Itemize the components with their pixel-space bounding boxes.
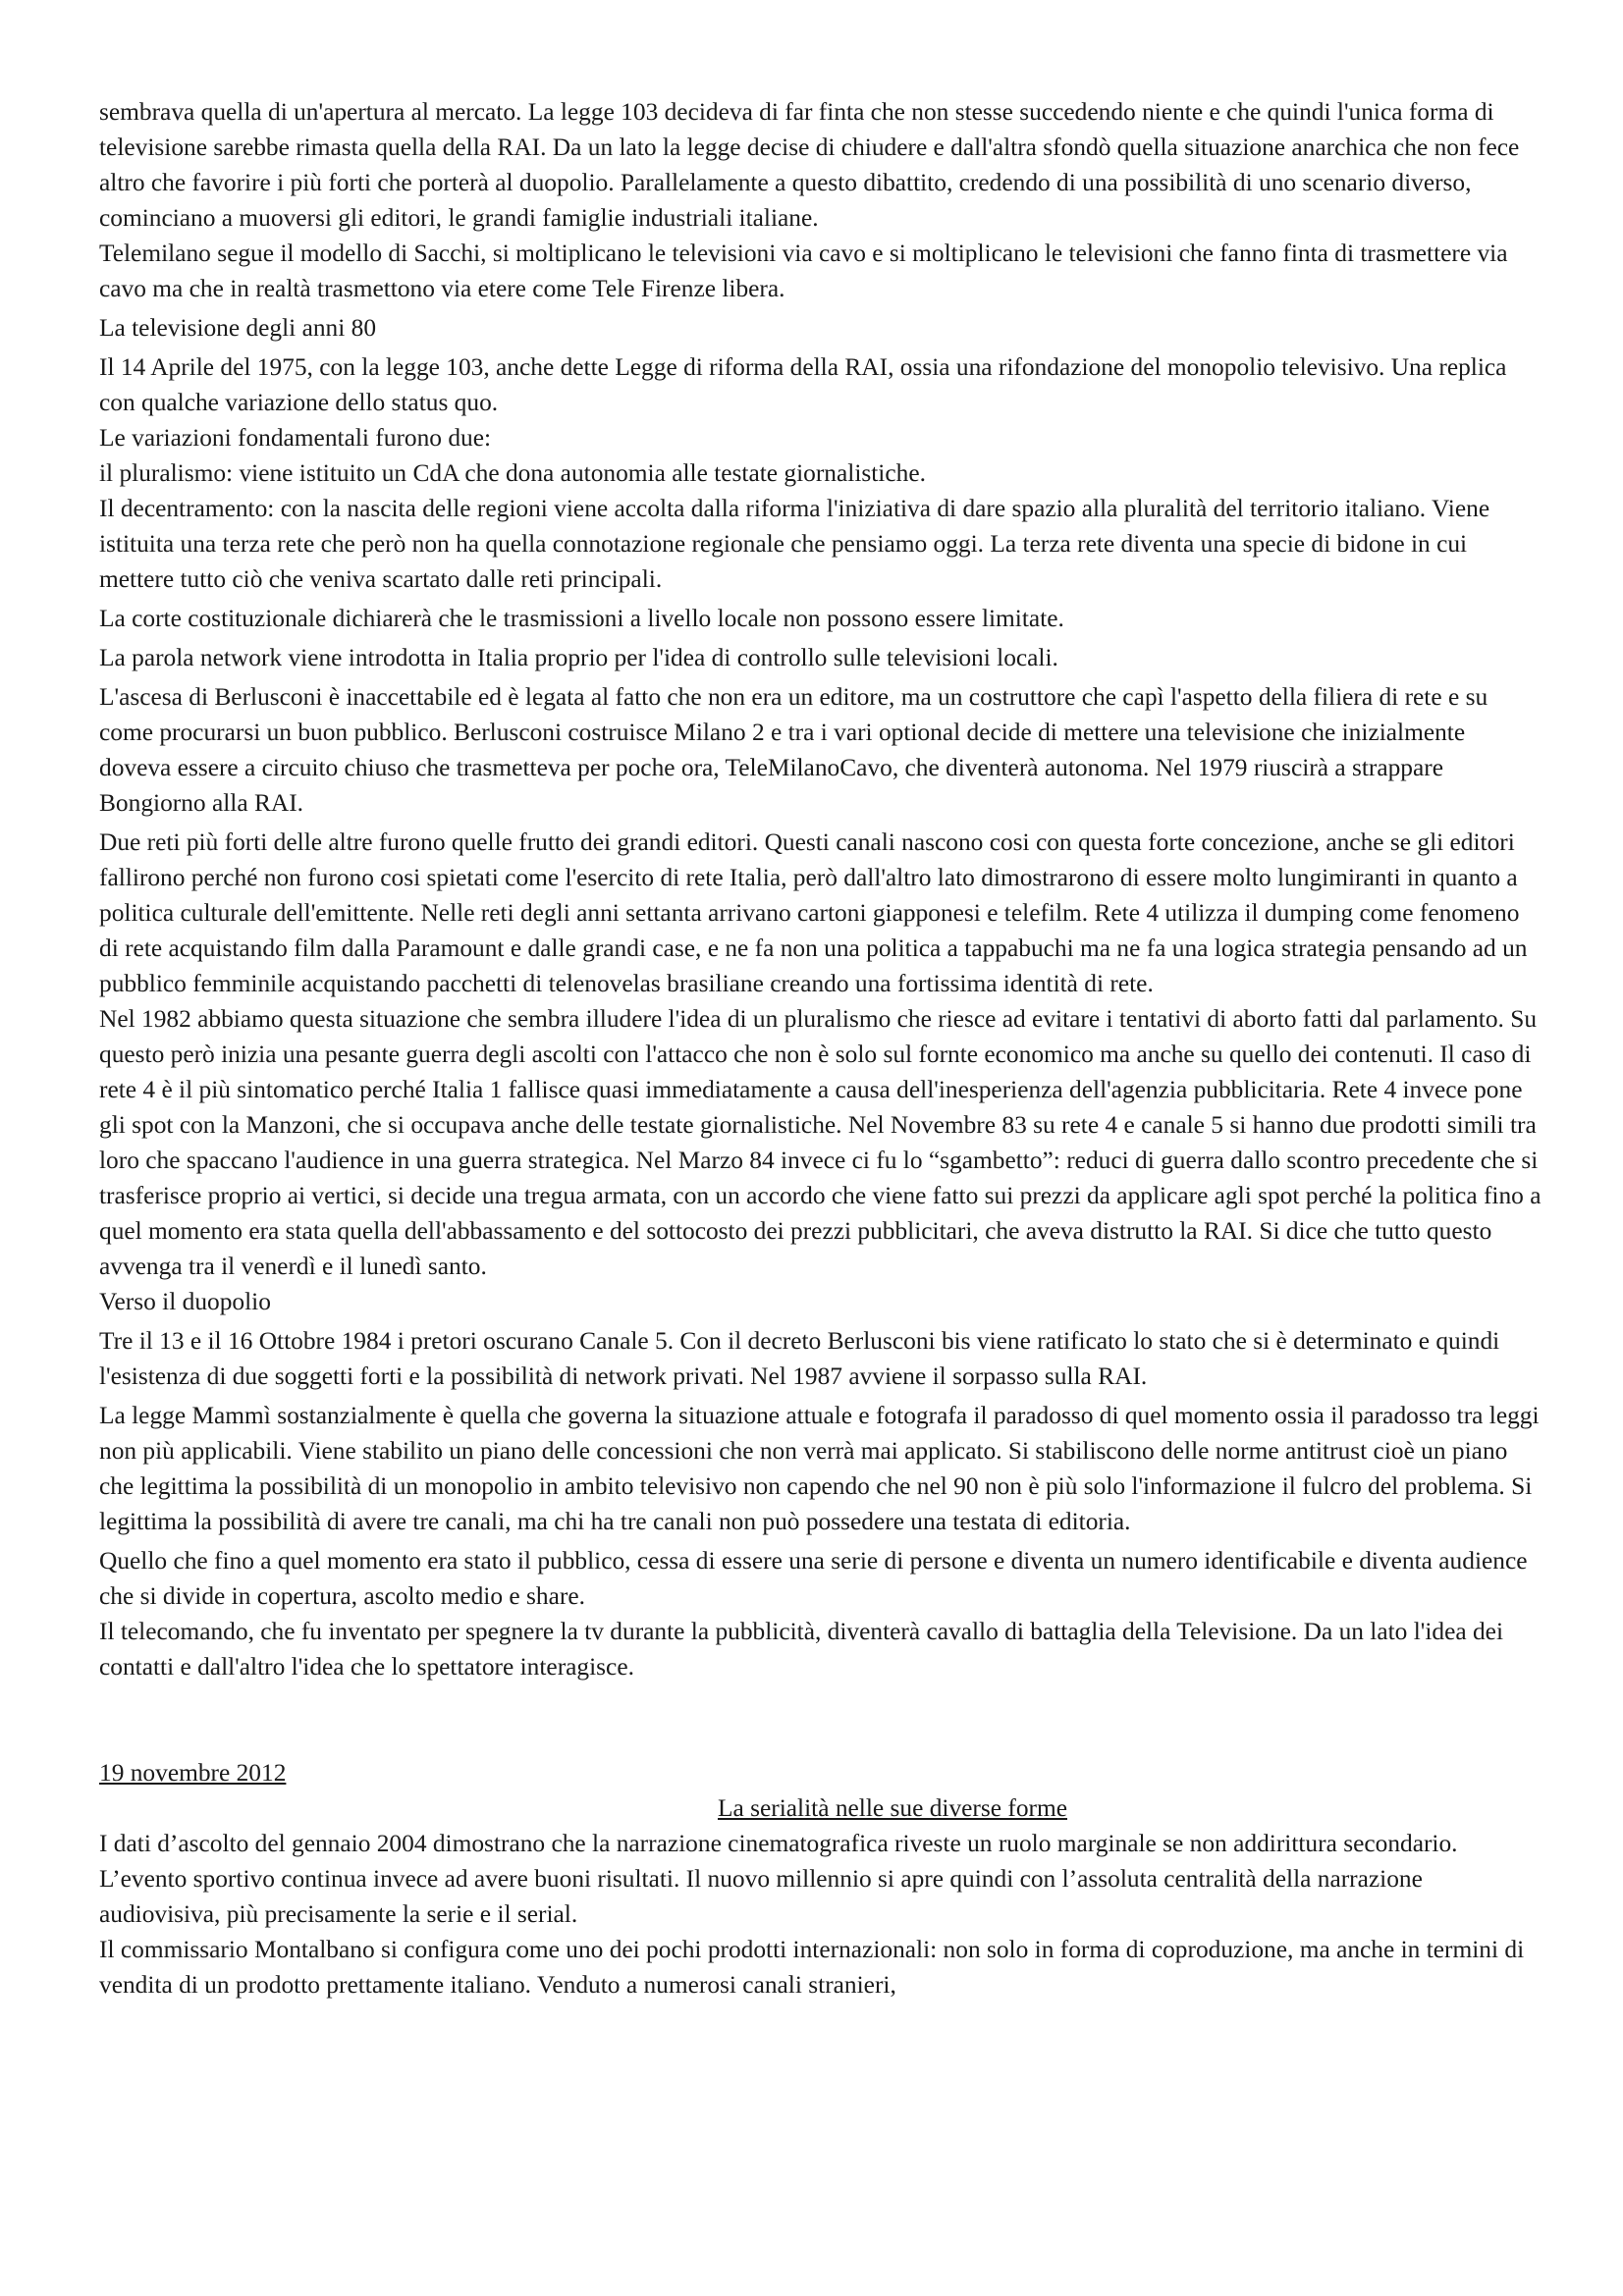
- paragraph: il pluralismo: viene istituito un CdA che dona autonomia alle testate giornalistiche.: [99, 459, 926, 487]
- paragraph: Quello che fino a quel momento era stato il pubblico, cessa di essere una serie di persone e diventa un numero identificabile e diventa audience che si divide in copertura, ascolto medio e share.: [99, 1547, 1528, 1610]
- lecture-date: 19 novembre 2012: [99, 1759, 287, 1787]
- paragraph: Telemilano segue il modello di Sacchi, si moltiplicano le televisioni via cavo e si moltiplicano le televisioni che fanno finta di trasmettere via cavo ma che in realtà trasmettono via etere come Tele Firenze libera.: [99, 240, 1508, 302]
- paragraph: Il decentramento: con la nascita delle regioni viene accolta dalla riforma l'iniziativa di dare spazio alla pluralità del territorio italiano. Viene istituita una terza rete che però non ha quella connotazione regionale che pensiamo oggi. La terza rete diventa una specie di bidone in cui mettere tutto ciò che veniva scartato dalle reti principali.: [99, 495, 1490, 593]
- paragraph: L'ascesa di Berlusconi è inaccettabile ed è legata al fatto che non era un editore, ma un costruttore che capì l'aspetto della filiera di rete e su come procurarsi un buon pubblico. Berlusconi costruisce Milano 2 e tra i vari optional decide di mettere una televisione che inizialmente doveva essere a circuito chiuso che trasmetteva per poche ora, TeleMilanoCavo, che diventerà autonoma. Nel 1979 riuscirà a strappare Bongiorno alla RAI.: [99, 683, 1488, 817]
- paragraph: Il commissario Montalbano si configura come uno dei pochi prodotti internazionali: non solo in forma di coproduzione, ma anche in termini di vendita di un prodotto prettamente italiano. Venduto a numerosi canali stranieri,: [99, 1936, 1525, 1999]
- paragraph: Le variazioni fondamentali furono due:: [99, 424, 492, 452]
- paragraph: sembrava quella di un'apertura al mercato. La legge 103 decideva di far finta che non stesse succedendo niente e che quindi l'unica forma di televisione sarebbe rimasta quella della RAI. Da un lato la legge decise di chiudere e dall'altra sfondò quella situazione anarchica che non fece altro che favorire i più forti che porterà al duopolio. Parallelamente a questo dibattito, credendo di una possibilità di uno scenario diverso, cominciano a muoversi gli editori, le grandi famiglie industriali italiane.: [99, 98, 1520, 232]
- paragraph: Il telecomando, che fu inventato per spegnere la tv durante la pubblicità, diventerà cavallo di battaglia della Televisione. Da un lato l'idea dei contatti e dall'altro l'idea che lo spettatore interagisce.: [99, 1618, 1504, 1681]
- section-heading: Verso il duopolio: [99, 1288, 271, 1315]
- paragraph: Due reti più forti delle altre furono quelle frutto dei grandi editori. Questi canali nascono cosi con questa forte concezione, anche se gli editori fallirono perché non furono cosi spietati come l'esercito di rete Italia, però dall'altro lato dimostrarono di essere molto lungimiranti in quanto a politica culturale dell'emittente. Nelle reti degli anni settanta arrivano cartoni giapponesi e telefilm. Rete 4 utilizza il dumping come fenomeno di rete acquistando film dalla Paramount e dalle grandi case, e ne fa non una politica a tappabuchi ma ne fa una logica strategia pensando ad un pubblico femminile acquistando pacchetti di telenovelas brasiliane creando una fortissima identità di rete.: [99, 828, 1528, 997]
- section-heading: La televisione degli anni 80: [99, 314, 377, 342]
- spacer: [99, 1684, 1542, 1755]
- document-page: [99, 94, 1542, 2002]
- paragraph: La corte costituzionale dichiarerà che le trasmissioni a livello locale non possono essere limitate.: [99, 605, 1064, 632]
- paragraph: Nel 1982 abbiamo questa situazione che sembra illudere l'idea di un pluralismo che riesce ad evitare i tentativi di aborto fatti dal parlamento. Su questo però inizia una pesante guerra degli ascolti con l'attacco che non è solo sul fornte economico ma anche su quello dei contenuti. Il caso di rete 4 è il più sintomatico perché Italia 1 fallisce quasi immediatamente a causa dell'inesperienza dell'agenzia pubblicitaria. Rete 4 invece pone gli spot con la Manzoni, che si occupava anche delle testate giornalistiche. Nel Novembre 83 su rete 4 e canale 5 si hanno due prodotti simili tra loro che spaccano l'audience in una guerra strategica. Nel Marzo 84 invece ci fu lo “sgambetto”: reduci di guerra dallo scontro precedente che si trasferisce proprio ai vertici, si decide una tregua armata, con un accordo che viene fatto sui prezzi da applicare agli spot perché la politica fino a quel momento era stata quella dell'abbassamento e del sottocosto dei prezzi pubblicitari, che aveva distrutto la RAI. Si dice che tutto questo avvenga tra il venerdì e il lunedì santo.: [99, 1005, 1542, 1280]
- paragraph: Tre il 13 e il 16 Ottobre 1984 i pretori oscurano Canale 5. Con il decreto Berlusconi bis viene ratificato lo stato che si è determinato e quindi l'esistenza di due soggetti forti e la possibilità di network privati. Nel 1987 avviene il sorpasso sulla RAI.: [99, 1327, 1500, 1390]
- paragraph: La legge Mammì sostanzialmente è quella che governa la situazione attuale e fotografa il paradosso di quel momento ossia il paradosso tra leggi non più applicabili. Viene stabilito un piano delle concessioni che non verrà mai applicato. Si stabiliscono delle norme antitrust cioè un piano che legittima la possibilità di un monopolio in ambito televisivo non capendo che nel 90 non è più solo l'informazione il fulcro del problema. Si legittima la possibilità di avere tre canali, ma chi ha tre canali non può possedere una testata di editoria.: [99, 1402, 1540, 1535]
- paragraph: Il 14 Aprile del 1975, con la legge 103, anche dette Legge di riforma della RAI, ossia una rifondazione del monopolio televisivo. Una replica con qualche variazione dello status quo.: [99, 353, 1507, 416]
- lecture-title: La serialità nelle sue diverse forme: [717, 1794, 1067, 1822]
- paragraph: La parola network viene introdotta in Italia proprio per l'idea di controllo sulle televisioni locali.: [99, 644, 1058, 671]
- paragraph: I dati d’ascolto del gennaio 2004 dimostrano che la narrazione cinematografica riveste un ruolo marginale se non addirittura secondario. L’evento sportivo continua invece ad avere buoni risultati. Il nuovo millennio si apre quindi con l’assoluta centralità della narrazione audiovisiva, più precisamente la serie e il serial.: [99, 1830, 1458, 1928]
